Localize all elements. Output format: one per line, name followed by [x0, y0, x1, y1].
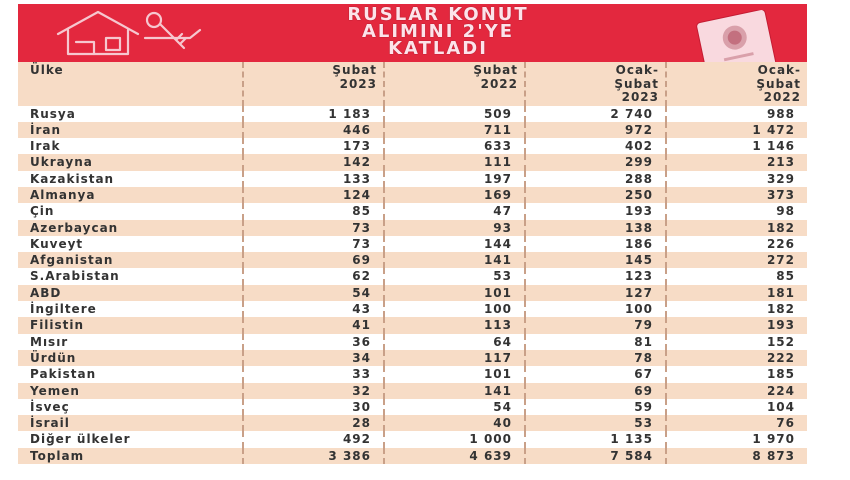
- table-row: [18, 415, 807, 431]
- value-cell: 7 584: [525, 448, 666, 464]
- data-table: [18, 62, 807, 464]
- value-cell: 133: [243, 171, 384, 187]
- value-cell: 101: [384, 285, 525, 301]
- value-cell: 78: [525, 350, 666, 366]
- value-cell: 224: [666, 383, 807, 399]
- value-cell: 85: [666, 268, 807, 284]
- value-cell: 373: [666, 187, 807, 203]
- value-cell: 33: [243, 366, 384, 382]
- header-line: 2022: [480, 76, 518, 91]
- value-cell: 36: [243, 334, 384, 350]
- value-cell: 73: [243, 220, 384, 236]
- country-cell: Mısır: [30, 334, 69, 349]
- table-row: [18, 203, 807, 219]
- table-body: [18, 106, 807, 465]
- value-cell: 182: [666, 220, 807, 236]
- country-cell: Azerbaycan: [30, 220, 119, 235]
- infographic: [18, 4, 807, 474]
- table-row: [18, 383, 807, 399]
- value-cell: 141: [384, 252, 525, 268]
- value-cell: 711: [384, 122, 525, 138]
- table-header-row: [18, 62, 807, 106]
- table-row: [18, 171, 807, 187]
- table-row: [18, 350, 807, 366]
- value-cell: 1 000: [384, 431, 525, 447]
- value-cell: 329: [666, 171, 807, 187]
- country-cell: Toplam: [30, 448, 85, 463]
- table-row: [18, 317, 807, 333]
- header-line: Şubat: [614, 76, 659, 91]
- table-row: [18, 268, 807, 284]
- value-cell: 299: [525, 154, 666, 170]
- value-cell: 30: [243, 399, 384, 415]
- country-cell: İran: [30, 122, 62, 137]
- value-cell: 197: [384, 171, 525, 187]
- value-cell: 100: [525, 301, 666, 317]
- header-line: 2023: [339, 76, 377, 91]
- value-cell: 104: [666, 399, 807, 415]
- value-cell: 138: [525, 220, 666, 236]
- table-row: [18, 334, 807, 350]
- column-header: [525, 62, 666, 106]
- country-cell: ABD: [30, 285, 62, 300]
- value-cell: 1 472: [666, 122, 807, 138]
- value-cell: 113: [384, 317, 525, 333]
- country-cell: Filistin: [30, 318, 85, 333]
- value-cell: 59: [525, 399, 666, 415]
- title-banner: [18, 4, 807, 62]
- value-cell: 1 970: [666, 431, 807, 447]
- data-table-container: [18, 62, 807, 474]
- value-cell: 1 135: [525, 431, 666, 447]
- value-cell: 250: [525, 187, 666, 203]
- value-cell: 79: [525, 317, 666, 333]
- value-cell: 186: [525, 236, 666, 252]
- table-row: [18, 187, 807, 203]
- value-cell: 47: [384, 203, 525, 219]
- value-cell: 62: [243, 268, 384, 284]
- value-cell: 633: [384, 138, 525, 154]
- value-cell: 144: [384, 236, 525, 252]
- header-line: Şubat: [756, 76, 801, 91]
- table-row: [18, 285, 807, 301]
- value-cell: 182: [666, 301, 807, 317]
- table-row: [18, 138, 807, 154]
- value-cell: 222: [666, 350, 807, 366]
- value-cell: 67: [525, 366, 666, 382]
- value-cell: 81: [525, 334, 666, 350]
- value-cell: 492: [243, 431, 384, 447]
- value-cell: 152: [666, 334, 807, 350]
- value-cell: 972: [525, 122, 666, 138]
- country-cell: Almanya: [30, 187, 96, 202]
- value-cell: 101: [384, 366, 525, 382]
- value-cell: 988: [666, 106, 807, 122]
- value-cell: 117: [384, 350, 525, 366]
- column-header: [243, 62, 384, 106]
- table-row: [18, 366, 807, 382]
- value-cell: 173: [243, 138, 384, 154]
- table-row: [18, 431, 807, 447]
- country-cell: Ürdün: [30, 350, 77, 365]
- title-line: KATLADI: [388, 38, 488, 59]
- country-cell: Afganistan: [30, 253, 114, 268]
- value-cell: 446: [243, 122, 384, 138]
- value-cell: 124: [243, 187, 384, 203]
- country-cell: Rusya: [30, 106, 76, 121]
- value-cell: 193: [525, 203, 666, 219]
- value-cell: 193: [666, 317, 807, 333]
- header-line: Ocak-: [615, 63, 659, 77]
- column-header: [666, 62, 807, 106]
- value-cell: 1 183: [243, 106, 384, 122]
- value-cell: 32: [243, 383, 384, 399]
- country-cell: Yemen: [30, 383, 80, 398]
- value-cell: 98: [666, 203, 807, 219]
- value-cell: 145: [525, 252, 666, 268]
- column-header: [18, 62, 243, 106]
- value-cell: 8 873: [666, 448, 807, 464]
- value-cell: 169: [384, 187, 525, 203]
- value-cell: 3 386: [243, 448, 384, 464]
- value-cell: 272: [666, 252, 807, 268]
- table-row: [18, 236, 807, 252]
- header-line: Şubat: [473, 63, 518, 77]
- column-header: [384, 62, 525, 106]
- table-row: [18, 301, 807, 317]
- table-row: [18, 252, 807, 268]
- title-line: ALIMINI 2'YE: [361, 21, 515, 42]
- value-cell: 76: [666, 415, 807, 431]
- country-cell: Irak: [30, 139, 61, 154]
- total-row: [18, 448, 807, 464]
- value-cell: 41: [243, 317, 384, 333]
- value-cell: 141: [384, 383, 525, 399]
- value-cell: 28: [243, 415, 384, 431]
- value-cell: 54: [243, 285, 384, 301]
- passport-icon: [686, 10, 781, 62]
- country-cell: S.Arabistan: [30, 269, 120, 284]
- value-cell: 181: [666, 285, 807, 301]
- table-row: [18, 122, 807, 138]
- value-cell: 69: [525, 383, 666, 399]
- value-cell: 53: [384, 268, 525, 284]
- country-cell: Ukrayna: [30, 155, 93, 170]
- value-cell: 54: [384, 399, 525, 415]
- value-cell: 127: [525, 285, 666, 301]
- value-cell: 64: [384, 334, 525, 350]
- value-cell: 226: [666, 236, 807, 252]
- value-cell: 73: [243, 236, 384, 252]
- value-cell: 85: [243, 203, 384, 219]
- value-cell: 1 146: [666, 138, 807, 154]
- header-line: 2022: [763, 90, 801, 104]
- value-cell: 34: [243, 350, 384, 366]
- country-cell: Çin: [30, 204, 55, 219]
- value-cell: 100: [384, 301, 525, 317]
- table-row: [18, 399, 807, 415]
- country-cell: Pakistan: [30, 367, 97, 382]
- value-cell: 53: [525, 415, 666, 431]
- value-cell: 142: [243, 154, 384, 170]
- value-cell: 111: [384, 154, 525, 170]
- value-cell: 43: [243, 301, 384, 317]
- table-row: [18, 106, 807, 122]
- country-cell: Kazakistan: [30, 171, 115, 186]
- country-cell: Kuveyt: [30, 236, 84, 251]
- header-line: 2023: [621, 90, 659, 104]
- value-cell: 123: [525, 268, 666, 284]
- value-cell: 69: [243, 252, 384, 268]
- title-line: RUSLAR KONUT: [347, 4, 529, 25]
- country-cell: İsveç: [30, 399, 70, 414]
- chart-title: [218, 6, 658, 57]
- country-cell: Diğer ülkeler: [30, 432, 131, 447]
- header-line: Ocak-: [757, 63, 801, 77]
- header-line: Şubat: [332, 63, 377, 77]
- value-cell: 93: [384, 220, 525, 236]
- house-icon: [50, 8, 210, 58]
- value-cell: 2 740: [525, 106, 666, 122]
- value-cell: 40: [384, 415, 525, 431]
- value-cell: 402: [525, 138, 666, 154]
- value-cell: 185: [666, 366, 807, 382]
- value-cell: 4 639: [384, 448, 525, 464]
- value-cell: 509: [384, 106, 525, 122]
- table-row: [18, 154, 807, 170]
- country-cell: İngiltere: [30, 302, 97, 317]
- table-row: [18, 220, 807, 236]
- country-cell: İsrail: [30, 416, 70, 431]
- value-cell: 213: [666, 154, 807, 170]
- header-line: Ülke: [30, 63, 64, 77]
- value-cell: 288: [525, 171, 666, 187]
